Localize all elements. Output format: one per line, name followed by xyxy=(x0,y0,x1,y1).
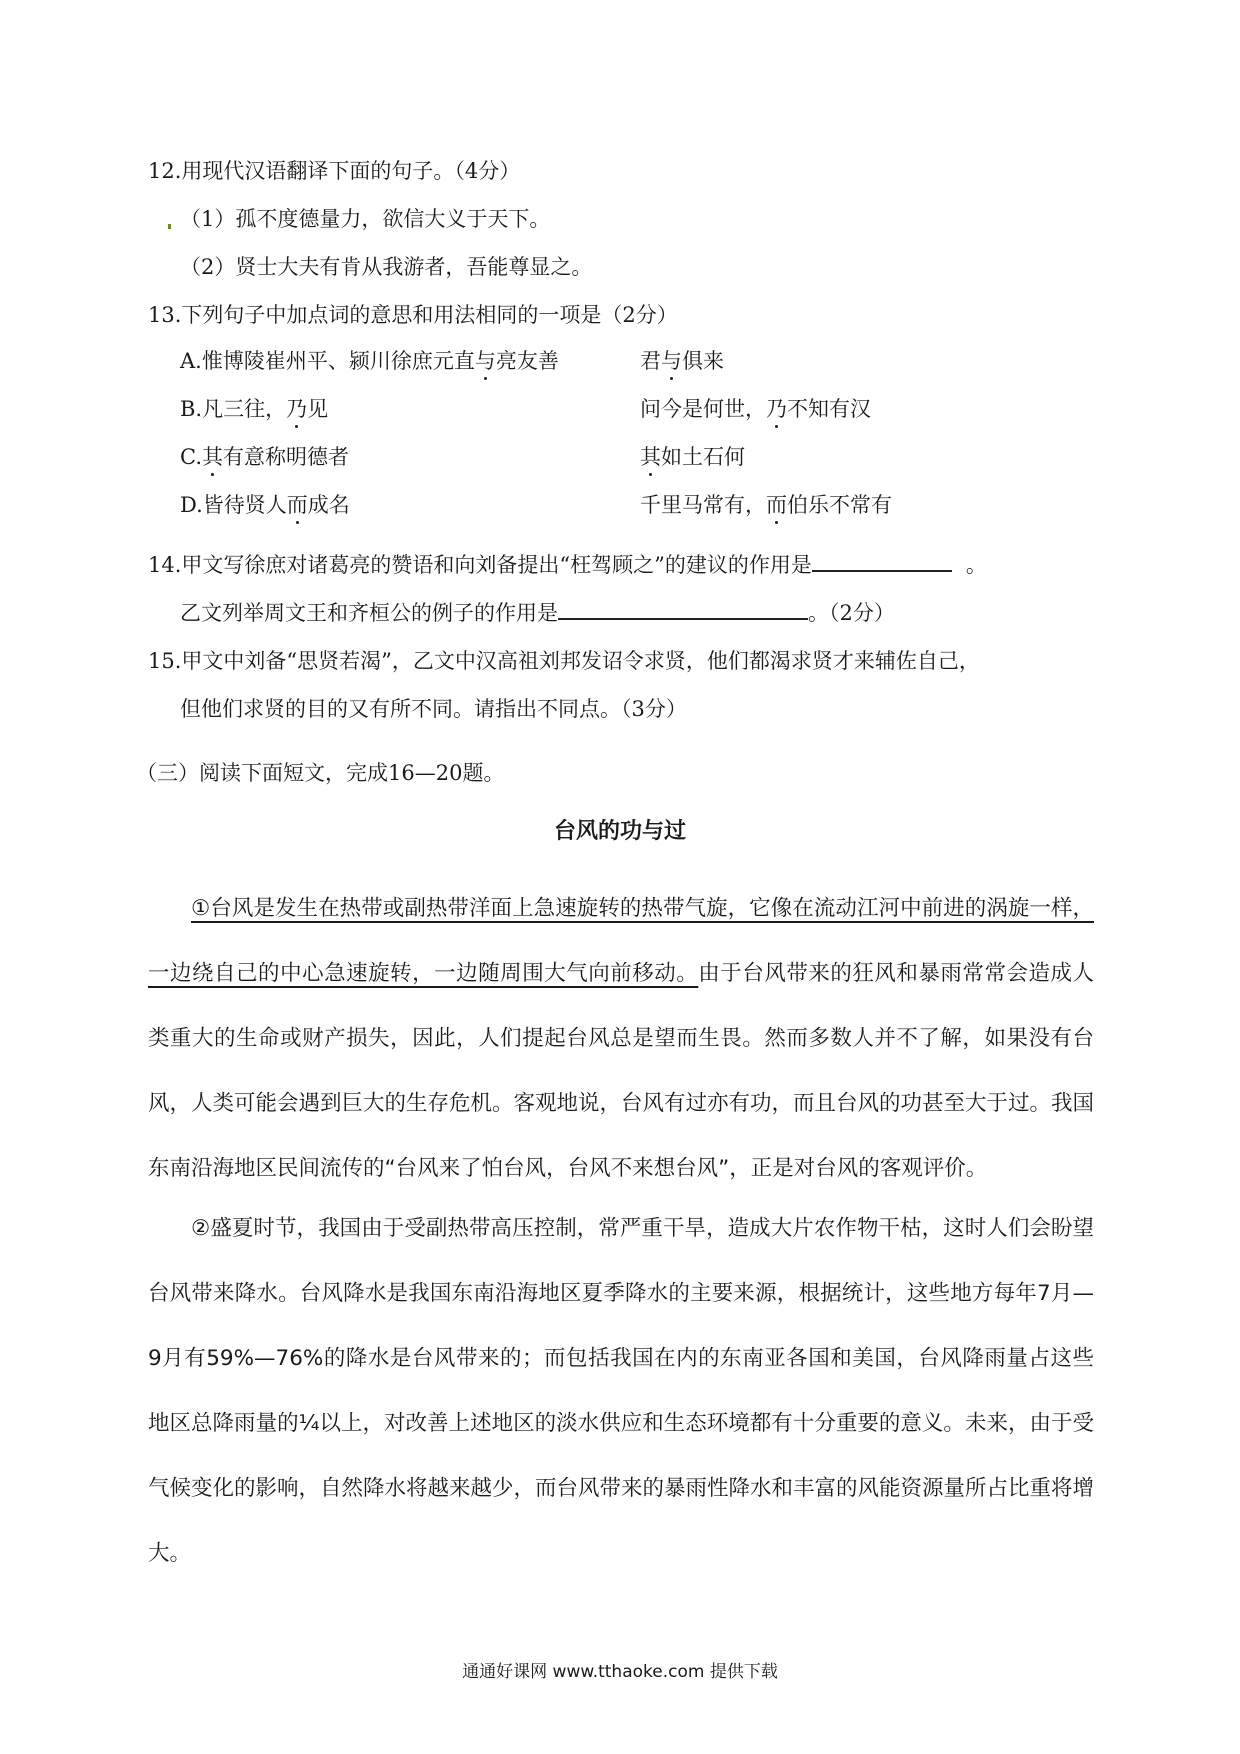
dotted-word: 乃 xyxy=(766,397,787,421)
text: 乙文列举周文王和齐桓公的例子的作用是 xyxy=(180,601,558,625)
text: 有意称明德者 xyxy=(223,445,349,469)
article-title: 台风的功与过 xyxy=(553,819,686,844)
text: C. xyxy=(180,445,202,469)
dotted-word: 而 xyxy=(766,493,787,517)
dotted-word: 其 xyxy=(202,445,223,469)
q13-option-a-left xyxy=(180,346,559,376)
q12-stem: 12.用现代汉语翻译下面的句子。（4分） xyxy=(148,159,521,183)
text: 伯乐不常有 xyxy=(787,493,892,517)
q13-option-c-left xyxy=(180,442,349,472)
text: 14.甲文写徐庶对诸葛亮的赞语和向刘备提出“枉驾顾之”的建议的作用是 xyxy=(148,553,812,577)
text: 。（2分） xyxy=(808,601,895,625)
q14-line-1 xyxy=(148,548,987,580)
text: 如土石何 xyxy=(661,445,745,469)
q12-sentence-2: （2）贤士大夫有肯从我游者，吾能尊显之。 xyxy=(180,255,593,279)
q13-stem: 13.下列句子中加点词的意思和用法相同的一项是（2分） xyxy=(148,303,678,327)
section-heading: （三）阅读下面短文，完成16—20题。 xyxy=(136,761,505,785)
q13-option-b-right xyxy=(640,394,871,424)
q13-option-c-right xyxy=(640,442,745,472)
text: 俱来 xyxy=(682,349,724,373)
q14-line-2 xyxy=(180,596,895,628)
dotted-word: 与 xyxy=(474,349,496,373)
dotted-word: 与 xyxy=(661,349,682,373)
text: 见 xyxy=(307,397,329,421)
q15-line-2: 但他们求贤的目的又有所不同。请指出不同点。（3分） xyxy=(180,697,687,721)
text: B.凡三往， xyxy=(180,397,287,421)
underlined-sentence: ①台风是发生在热带或副热带洋面上急速旋转的热带气旋，它像在流动江河中前进的涡旋一样，一边绕自己的中心急速旋转，一边随周围大气向前移动。 xyxy=(148,896,1094,986)
text: 千里马常有， xyxy=(640,493,766,517)
footer-credit: 通通好课网 www.tthaoke.com 提供下载 xyxy=(462,1662,778,1682)
text: 问今是何世， xyxy=(640,397,766,421)
text: 君 xyxy=(640,349,661,373)
dotted-word: 而 xyxy=(286,493,308,517)
q12-sentence-1: （1）孤不度德量力，欲信大义于天下。 xyxy=(180,207,551,231)
paragraph-2: ②盛夏时节，我国由于受副热带高压控制，常严重干旱，造成大片农作物干枯，这时人们会盼望台风带来降水。台风降水是我国东南沿海地区夏季降水的主要来源，根据统计，这些地方每年7月—9月有59%—76%的降水是台风带来的；而包括我国在内的东南亚各国和美国，台风降雨量占这些地区总降雨量的¼以上，对改善上述地区的淡水供应和生态环境都有十分重要的意义。未来，由于受气候变化的影响，自然降水将越来越少，而台风带来的暴雨性降水和丰富的风能资源量所占比重将增大。 xyxy=(148,1216,1095,1566)
stray-mark xyxy=(168,224,171,229)
q13-option-b-left xyxy=(180,394,328,424)
answer-blank-2[interactable] xyxy=(558,596,808,620)
text: 不知有汉 xyxy=(787,397,871,421)
paragraph-1 xyxy=(148,876,1094,1201)
dotted-word: 其 xyxy=(640,445,661,469)
text: D.皆待贤人 xyxy=(180,493,287,517)
paragraph-1-rest: 由于台风带来的狂风和暴雨常常会造成人类重大的生命或财产损失，因此，人们提起台风总是望而生畏。然而多数人并不了解，如果没有台风，人类可能会遇到巨大的生存危机。客观地说，台风有过亦有功，而且台风的功甚至大于过。我国东南沿海地区民间流传的“台风来了怕台风，台风不来想台风”，正是对台风的客观评价。 xyxy=(148,961,1095,1181)
text: 。 xyxy=(965,553,987,577)
q13-option-d-right xyxy=(640,490,892,520)
q13-option-d-left xyxy=(180,490,350,520)
q13-option-a-right xyxy=(640,346,724,376)
dotted-word: 乃 xyxy=(286,397,308,421)
q15-line-1: 15.甲文中刘备“思贤若渴”，乙文中汉高祖刘邦发诏令求贤，他们都渴求贤才来辅佐自己， xyxy=(148,649,980,673)
text: 亮友善 xyxy=(495,349,559,373)
answer-blank-1[interactable] xyxy=(812,548,952,572)
text: A.惟博陵崔州平、颍川徐庶元直 xyxy=(180,349,475,373)
text: 成名 xyxy=(307,493,350,517)
